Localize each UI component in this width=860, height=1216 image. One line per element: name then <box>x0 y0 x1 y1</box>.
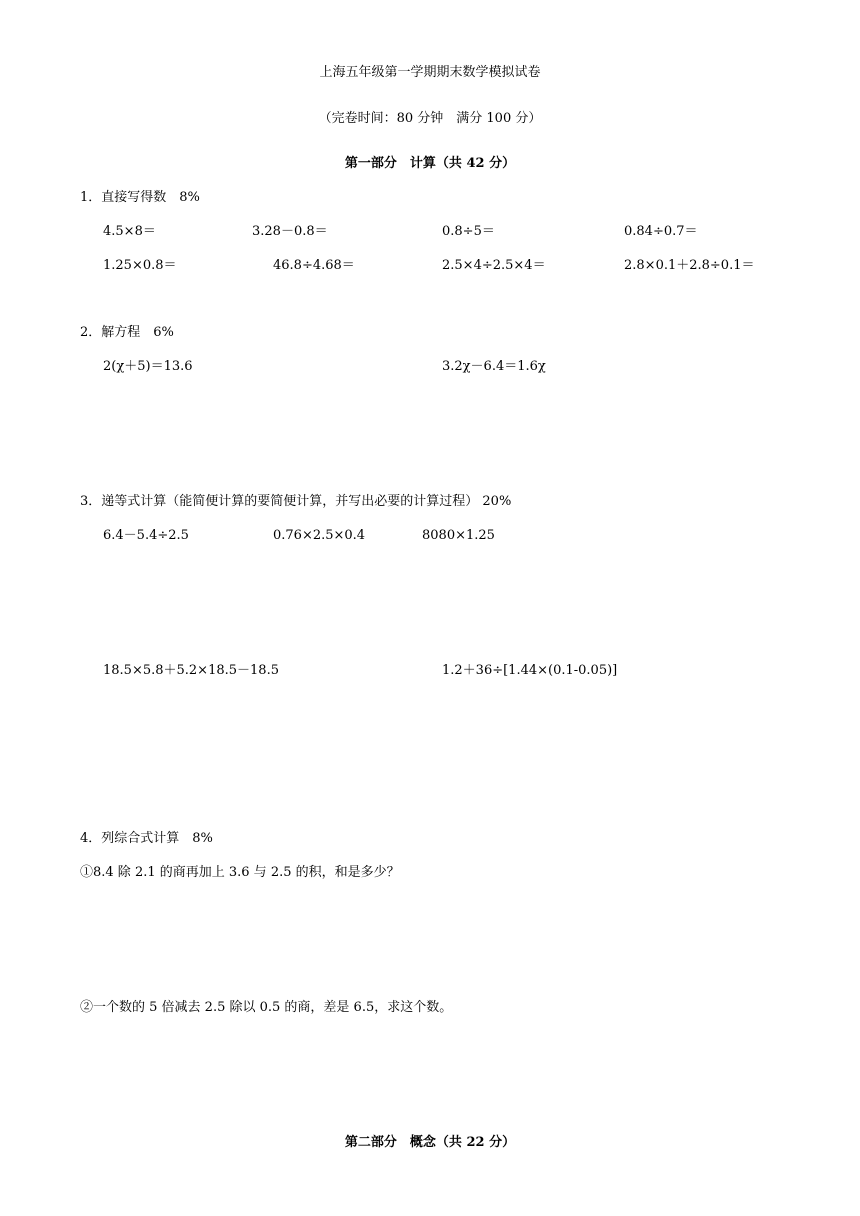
part2-heading: 第二部分 概念（共 22 分） <box>344 1135 516 1150</box>
q1-item: 0.8÷5＝ <box>442 224 495 239</box>
q2-equation: 3.2χ－6.4＝1.6χ <box>442 359 546 374</box>
q4-item: ①8.4 除 2.1 的商再加上 3.6 与 2.5 的积，和是多少？ <box>80 865 400 880</box>
q3-item: 18.5×5.8＋5.2×18.5－18.5 <box>103 663 279 678</box>
q1-item: 4.5×8＝ <box>103 224 156 239</box>
q4-label: 4．列综合式计算 8% <box>80 831 213 846</box>
q3-item: 0.76×2.5×0.4 <box>273 528 366 543</box>
q1-item: 2.8×0.1＋2.8÷0.1＝ <box>624 258 755 273</box>
exam-subtitle: （完卷时间：80 分钟 满分 100 分） <box>318 111 542 126</box>
q3-item: 1.2＋36÷[1.44×(0.1-0.05)] <box>442 663 618 678</box>
q1-item: 1.25×0.8＝ <box>103 258 177 273</box>
q1-item: 2.5×4÷2.5×4＝ <box>442 258 546 273</box>
q1-item: 3.28－0.8＝ <box>252 224 328 239</box>
q2-label: 2．解方程 6% <box>80 325 174 340</box>
q4-item: ②一个数的 5 倍减去 2.5 除以 0.5 的商，差是 6.5，求这个数。 <box>80 1000 453 1015</box>
q1-item: 0.84÷0.7＝ <box>624 224 698 239</box>
q1-item: 46.8÷4.68＝ <box>273 258 355 273</box>
q3-item: 8080×1.25 <box>422 528 495 543</box>
q3-label: 3．递等式计算（能简便计算的要简便计算，并写出必要的计算过程） 20% <box>80 494 512 509</box>
q2-equation: 2(χ＋5)＝13.6 <box>103 359 193 374</box>
q3-item: 6.4－5.4÷2.5 <box>103 528 189 543</box>
part1-heading: 第一部分 计算（共 42 分） <box>344 156 516 171</box>
q1-label: 1．直接写得数 8% <box>80 190 200 205</box>
exam-title: 上海五年级第一学期期末数学模拟试卷 <box>319 65 541 80</box>
